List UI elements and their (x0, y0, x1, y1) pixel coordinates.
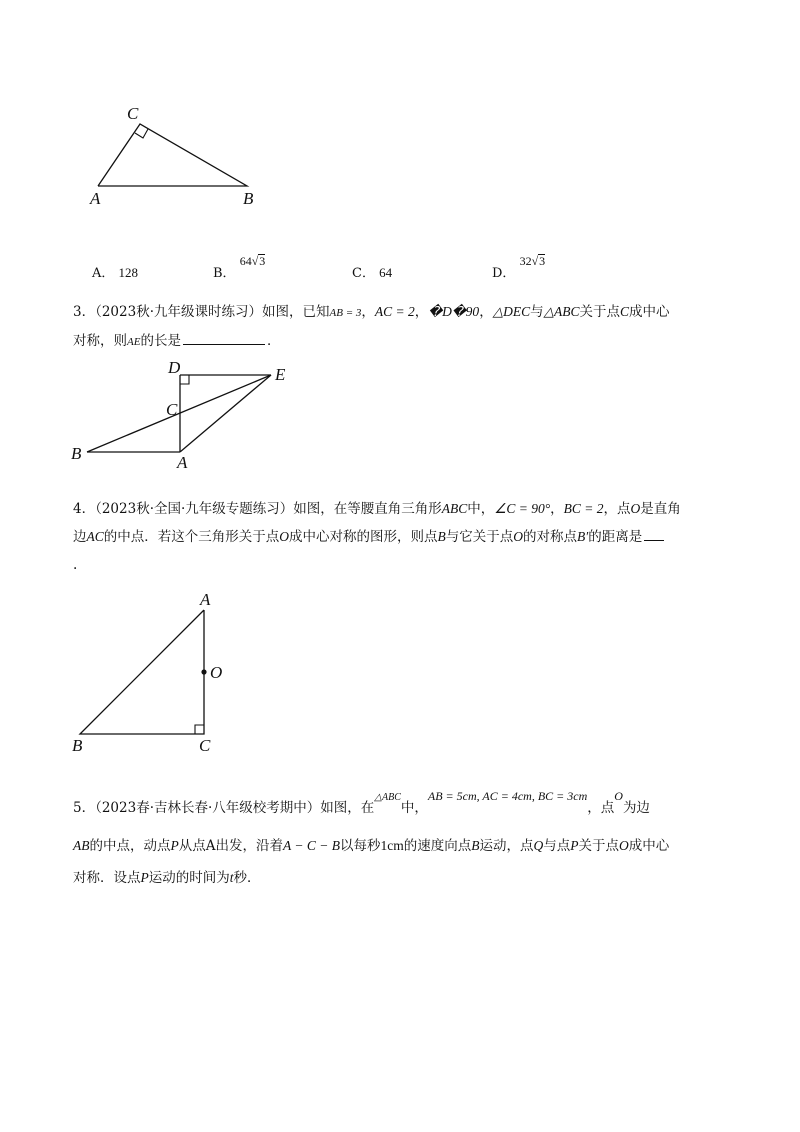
question-4-abc: ABC (441, 501, 468, 516)
question-5-point-b: B (471, 838, 480, 853)
question-3-source: （2023秋·九年级课时练习） (95, 304, 262, 320)
label-o: O (210, 663, 223, 682)
right-angle-mark-c (135, 129, 148, 138)
question-4-text: 中， (467, 501, 495, 517)
question-3-text: 的长是 (140, 333, 181, 349)
label-a: A (90, 189, 101, 208)
choice-d[interactable] (492, 254, 546, 281)
question-5-text: 对称．设点 (73, 870, 141, 886)
choice-b-coefficient: 64 (239, 254, 252, 268)
label-d: D (168, 358, 181, 377)
question-5-source: （2023春·吉林长春·八年级校考期中） (95, 800, 321, 816)
choice-c-letter: C． (352, 266, 375, 281)
question-5-point-p: P (170, 838, 179, 853)
question-5-point-p: P (140, 870, 149, 885)
label-b: B (71, 444, 82, 463)
question-5-line-3 (73, 864, 738, 892)
triangle-abc-outline (98, 124, 247, 186)
figure-right-triangle-abc (85, 100, 275, 210)
question-4-angle-c: ∠C = 90° (494, 501, 551, 516)
question-3-text: 成中心 (628, 304, 670, 320)
question-4-line-1 (73, 495, 738, 523)
question-4-point-o: O (630, 501, 641, 516)
answer-choices (0, 252, 800, 282)
question-5-line-1 (73, 790, 738, 828)
question-5-path: A − C − B (283, 838, 340, 853)
question-4-text: 的中点．若这个三角形关于点 (103, 529, 280, 545)
question-3-sep: ， (414, 304, 429, 320)
question-5-line-2 (73, 828, 738, 864)
choice-c[interactable] (352, 262, 392, 281)
question-4-sep: ， (550, 501, 564, 517)
question-5-time-t: t (229, 870, 234, 885)
question-5-text: 为边 (622, 800, 650, 816)
label-b: B (243, 189, 254, 208)
label-b: B (72, 736, 83, 755)
question-5-speed: 1cm (380, 838, 404, 853)
question-4-ac: AC (86, 529, 104, 544)
choice-a-letter: A． (92, 266, 115, 281)
question-4-text: 的距离是 (588, 529, 643, 545)
question-3-sep: ， (361, 304, 375, 320)
triangle-abc-svg (85, 100, 275, 210)
question-4-end: . (73, 557, 78, 573)
question-4-line-3 (73, 551, 738, 579)
question-5-text: 与点 (543, 838, 571, 854)
question-4-line-2 (73, 523, 738, 551)
right-angle-mark-d (180, 375, 189, 384)
question-5-text: 秒． (233, 870, 261, 886)
choice-b-sqrt-sign: √ (251, 254, 259, 268)
label-a: A (200, 590, 211, 609)
question-5-text: 如图，在 (320, 800, 375, 816)
question-3-text: 对称，则 (73, 333, 127, 349)
question-3-line-1 (73, 298, 738, 327)
question-4-text: 边 (73, 529, 87, 545)
question-5 (73, 790, 738, 892)
choice-b-radicand: 3 (259, 254, 266, 268)
midpoint-o-dot (201, 669, 206, 674)
question-4-point-o: O (279, 529, 290, 544)
question-4-source: （2023秋·全国·九年级专题练习） (95, 501, 294, 517)
figure-isosceles-right-triangle (68, 588, 238, 758)
question-4-point-b-prime: B′ (577, 529, 589, 544)
question-3-line-2 (73, 327, 738, 356)
question-3-text: 与 (530, 304, 544, 320)
question-3-abc: △ABC (543, 304, 580, 319)
question-4-point-b: B (437, 529, 446, 544)
triangle-outline (80, 610, 204, 734)
question-3-angle-d: �D�90 (428, 304, 480, 319)
question-5-text: ，点 (587, 800, 615, 816)
question-5-text: 成中心 (628, 838, 670, 854)
choice-d-sqrt-sign: √ (531, 254, 539, 268)
question-4-point-o: O (513, 529, 524, 544)
choice-b[interactable] (213, 254, 266, 281)
question-5-text: 中， (400, 800, 428, 816)
question-5-ab: AB (73, 838, 90, 853)
question-5-point-p: P (570, 838, 579, 853)
label-c: C (199, 736, 211, 755)
question-5-given-lengths: AB = 5cm, AC = 4cm, BC = 3cm (427, 789, 588, 803)
question-4-text: 如图，在等腰直角三角形 (293, 501, 442, 517)
question-4-bc: BC = 2 (563, 501, 604, 516)
question-5-text: 的中点，动点 (89, 838, 171, 854)
choice-a-value: 128 (118, 265, 139, 280)
choice-d-coefficient: 32 (519, 254, 532, 268)
question-5-text: 关于点 (578, 838, 619, 854)
question-3-ae: AE (127, 336, 141, 348)
question-5-point-o: O (618, 838, 629, 853)
question-5-text: 运动，点 (479, 838, 534, 854)
choice-c-value: 64 (379, 265, 393, 280)
question-4-text: ，点 (603, 501, 631, 517)
segment-ea (180, 375, 271, 452)
question-3-dec: △DEC (492, 304, 531, 319)
label-e: E (275, 365, 286, 384)
question-3-ab: AB = 3 (329, 307, 362, 319)
question-5-point-q: Q (533, 838, 544, 853)
figure-central-symmetry-abcde (65, 355, 325, 470)
question-3 (73, 298, 738, 356)
question-3-answer-blank[interactable] (183, 330, 265, 345)
choice-d-letter: D． (492, 266, 516, 281)
label-c: C (166, 400, 178, 419)
question-5-abc: △ABC (374, 792, 401, 803)
label-a: A (177, 453, 188, 470)
question-5-point-o: O (614, 789, 623, 803)
choice-d-radicand: 3 (539, 254, 546, 268)
question-4-number: 4． (73, 501, 96, 517)
question-5-text: 从点A出发，沿着 (178, 838, 283, 854)
question-5-text: 的速度向点 (403, 838, 472, 854)
question-3-text: 关于点 (579, 304, 620, 320)
label-c: C (127, 104, 139, 123)
question-5-number: 5． (73, 800, 96, 816)
question-3-number: 3． (73, 304, 96, 320)
question-3-ac: AC = 2 (374, 304, 415, 319)
question-5-text: 运动的时间为 (148, 870, 230, 886)
question-4-answer-blank[interactable] (644, 526, 664, 541)
question-3-end: ． (266, 333, 281, 349)
choice-b-letter: B． (213, 266, 236, 281)
question-3-sep: ， (479, 304, 493, 320)
right-angle-mark-c (195, 725, 204, 734)
question-3-point-c: C (619, 304, 629, 319)
question-4-text: 与它关于点 (445, 529, 514, 545)
question-3-text: 如图，已知 (262, 304, 330, 320)
figure-abcde-svg (65, 355, 325, 470)
question-4-text: 是直角 (640, 501, 681, 517)
question-5-text: 以每秒 (339, 838, 381, 854)
segment-be (87, 375, 271, 452)
question-4-text: 成中心对称的图形，则点 (289, 529, 438, 545)
question-4-text: 的对称点 (523, 529, 578, 545)
question-4 (73, 495, 738, 579)
choice-a[interactable] (92, 262, 138, 281)
triangle-abc-o-svg (68, 588, 238, 758)
